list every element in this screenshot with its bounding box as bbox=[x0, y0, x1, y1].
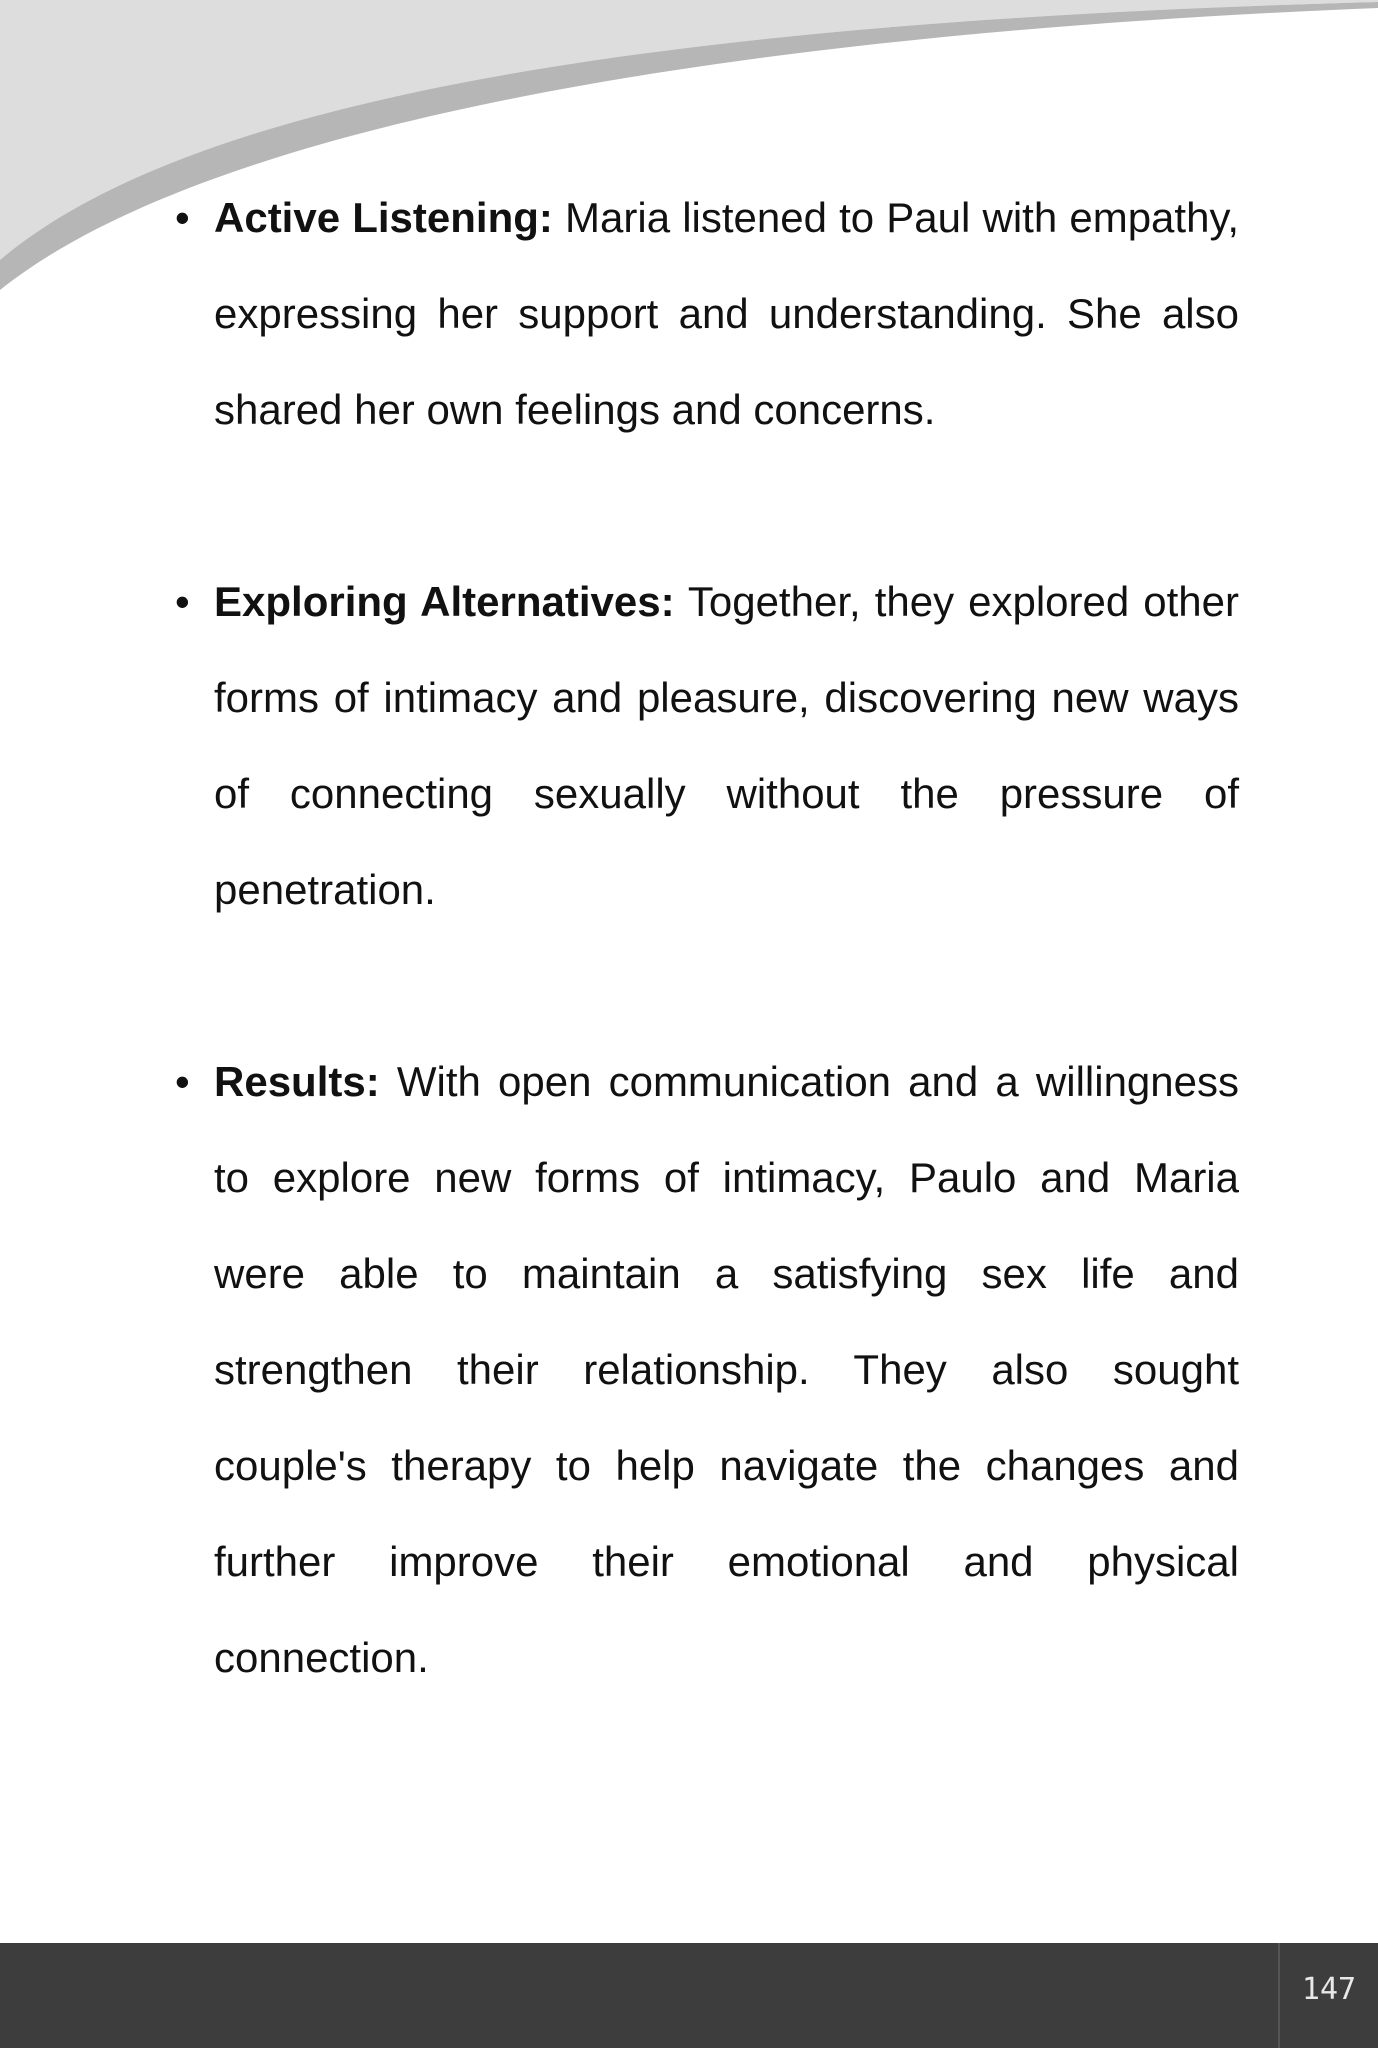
bullet-dot-icon: • bbox=[175, 194, 190, 241]
bullet-list bbox=[175, 170, 1239, 1706]
bullet-item-active-listening bbox=[175, 170, 1239, 458]
bullet-term: Exploring Alternatives: bbox=[214, 578, 675, 625]
page-content bbox=[175, 170, 1239, 1706]
bullet-text: With open communication and a willingness to explore new forms of intimacy, Paulo and Maria were able to maintain a satisfying sex life and strengthen their relationship. They also sought couple's therapy to help navigate the changes and further improve their emotional and physical connection. bbox=[214, 1058, 1239, 1681]
bullet-dot-icon: • bbox=[175, 578, 190, 625]
bullet-text: Maria listened to Paul with empathy, expressing her support and understanding. She also shared her own feelings and concerns. bbox=[214, 194, 1239, 433]
bullet-term: Active Listening: bbox=[214, 194, 553, 241]
bullet-term: Results: bbox=[214, 1058, 380, 1105]
bullet-item-exploring-alternatives bbox=[175, 554, 1239, 938]
bullet-dot-icon: • bbox=[175, 1058, 190, 1105]
bullet-text: Together, they explored other forms of intimacy and pleasure, discovering new ways of connecting sexually without the pressure of penetration. bbox=[214, 578, 1239, 913]
footer-bar bbox=[0, 1943, 1378, 2048]
bullet-item-results bbox=[175, 1034, 1239, 1706]
page-number: 147 bbox=[1301, 1972, 1357, 2007]
page-number-box bbox=[1278, 1943, 1378, 2048]
